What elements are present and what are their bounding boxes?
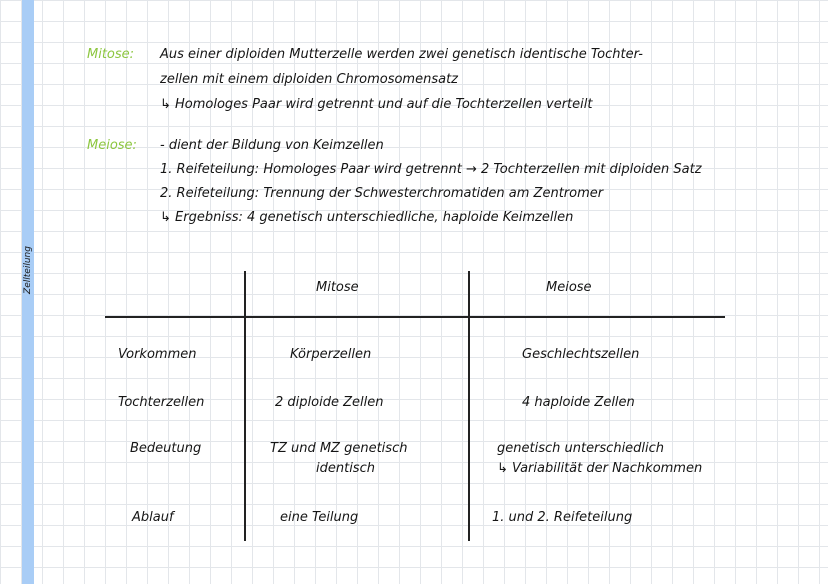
mitose-line-1: Aus einer diploiden Mutterzelle werden zwei genetisch identische Tochter- — [160, 47, 643, 62]
header-meiose: Meiose — [546, 280, 592, 295]
cell-mitose-bedeutung-1: TZ und MZ genetisch — [270, 441, 408, 456]
meiose-line-4: ↳ Ergebniss: 4 genetisch unterschiedliche, haploide Keimzellen — [160, 210, 574, 225]
meiose-line-3: 2. Reifeteilung: Trennung der Schwesterchromatiden am Zentromer — [160, 186, 604, 201]
cell-meiose-ablauf: 1. und 2. Reifeteilung — [492, 510, 633, 525]
cell-meiose-vorkommen: Geschlechtszellen — [522, 347, 640, 362]
side-label: Zellteilung — [23, 246, 33, 294]
meiose-label: Meiose: — [87, 138, 137, 153]
meiose-line-1: - dient der Bildung von Keimzellen — [160, 138, 384, 153]
row-label-tochterzellen: Tochterzellen — [118, 395, 205, 410]
cell-mitose-bedeutung-2: identisch — [316, 461, 375, 476]
table-divider-2 — [468, 271, 470, 541]
cell-mitose-ablauf: eine Teilung — [280, 510, 359, 525]
cell-mitose-tochterzellen: 2 diploide Zellen — [275, 395, 384, 410]
mitose-line-3: ↳ Homologes Paar wird getrennt und auf die Tochterzellen verteilt — [160, 97, 593, 112]
meiose-line-2: 1. Reifeteilung: Homologes Paar wird getrennt → 2 Tochterzellen mit diploiden Satz — [160, 162, 702, 177]
table-header-rule — [105, 316, 725, 318]
cell-meiose-tochterzellen: 4 haploide Zellen — [522, 395, 635, 410]
row-label-bedeutung: Bedeutung — [130, 441, 202, 456]
header-mitose: Mitose — [316, 280, 359, 295]
row-label-vorkommen: Vorkommen — [118, 347, 197, 362]
cell-meiose-bedeutung-2: ↳ Variabilität der Nachkommen — [497, 461, 703, 476]
cell-mitose-vorkommen: Körperzellen — [290, 347, 372, 362]
row-label-ablauf: Ablauf — [132, 510, 174, 525]
mitose-line-2: zellen mit einem diploiden Chromosomensatz — [160, 72, 458, 87]
cell-meiose-bedeutung-1: genetisch unterschiedlich — [497, 441, 665, 456]
table-divider-1 — [244, 271, 246, 541]
mitose-label: Mitose: — [87, 47, 135, 62]
